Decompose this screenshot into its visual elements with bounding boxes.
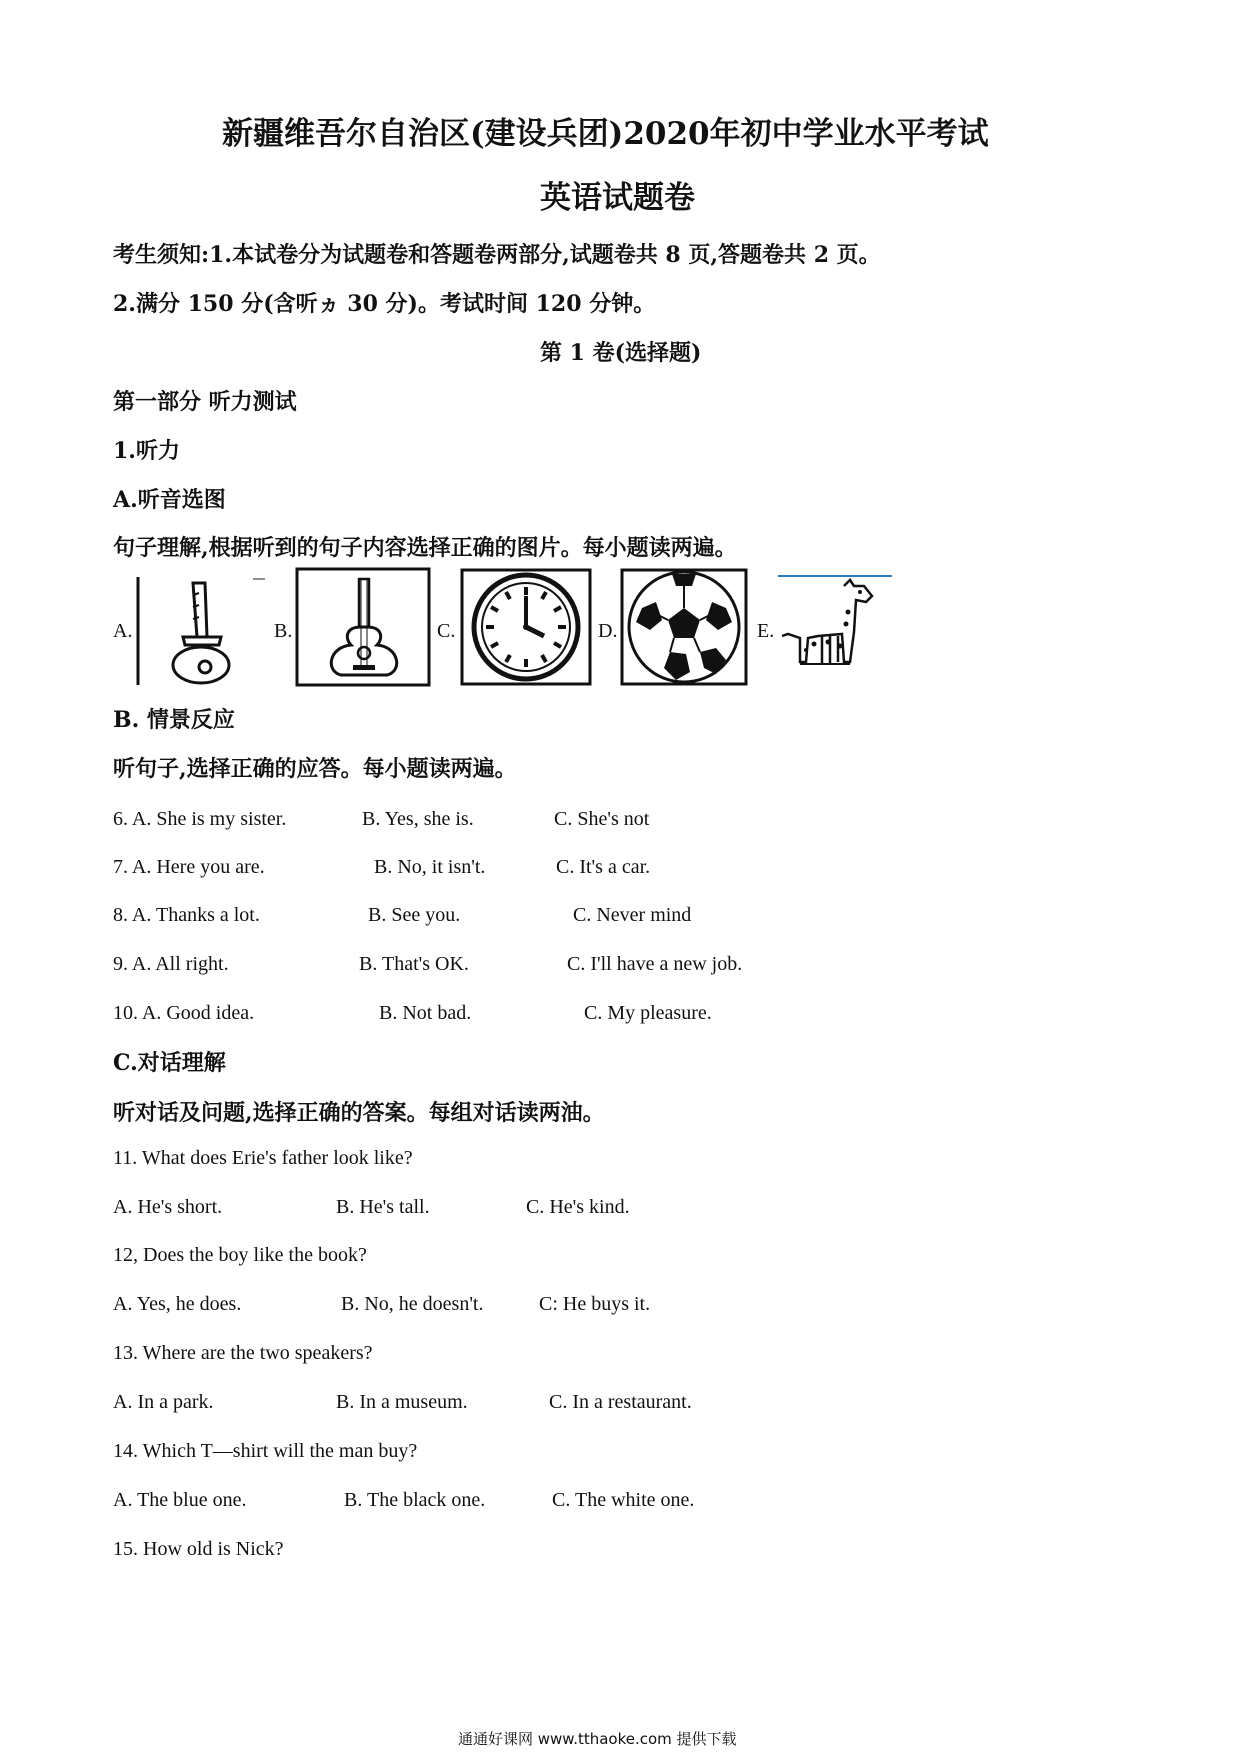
q12-option-c: C: He buys it.	[539, 1293, 651, 1315]
clock-icon	[460, 568, 592, 686]
q7-option-a: 7. A. Here you are.	[113, 856, 265, 878]
q11-option-c: C. He's kind.	[526, 1196, 630, 1218]
q13-question: 13. Where are the two speakers?	[113, 1342, 373, 1364]
q11-question: 11. What does Erie's father look like?	[113, 1147, 413, 1169]
q7-option-c: C. It's a car.	[556, 856, 651, 878]
q8-option-c: C. Never mind	[573, 904, 692, 926]
q8-option-b: B. See you.	[368, 904, 461, 926]
q13-option-a: A. In a park.	[113, 1391, 214, 1413]
listening-heading: 1.听力	[113, 438, 180, 464]
q10-option-a: 10. A. Good idea.	[113, 1002, 255, 1024]
q10-option-b: B. Not bad.	[379, 1002, 472, 1024]
q6-option-b: B. Yes, she is.	[362, 808, 474, 830]
q11-option-b: B. He's tall.	[336, 1196, 430, 1218]
q10-option-c: C. My pleasure.	[584, 1002, 712, 1024]
q6-option-a: 6. A. She is my sister.	[113, 808, 287, 830]
q12-option-b: B. No, he doesn't.	[341, 1293, 484, 1315]
q14-option-a: A. The blue one.	[113, 1489, 247, 1511]
page-footer: 通通好课网 www.tthaoke.com 提供下载	[458, 1730, 737, 1748]
q12-option-a: A. Yes, he does.	[113, 1293, 242, 1315]
picture-label-b: B.	[274, 620, 293, 642]
q9-option-a: 9. A. All right.	[113, 953, 229, 975]
picture-label-e: E.	[757, 620, 775, 642]
notice-line-1: 考生须知:1.本试卷分为试题卷和答题卷两部分,试题卷共 8 页,答题卷共 2 页。	[113, 242, 881, 268]
exam-title: 新疆维吾尔自治区(建设兵团)2020年初中学业水平考试	[222, 116, 989, 152]
section-c-heading: C.对话理解	[113, 1050, 226, 1076]
q9-option-b: B. That's OK.	[359, 953, 469, 975]
picture-label-d: D.	[598, 620, 618, 642]
exam-subtitle: 英语试题卷	[540, 180, 695, 216]
section-b-instruction: 听句子,选择正确的应答。每小题读两遍。	[113, 756, 517, 782]
q8-option-a: 8. A. Thanks a lot.	[113, 904, 260, 926]
q13-option-c: C. In a restaurant.	[549, 1391, 692, 1413]
volume-title: 第 1 卷(选择题)	[540, 340, 702, 366]
notice-line-2: 2.满分 150 分(含听ヵ 30 分)。考试时间 120 分钟。	[113, 291, 656, 317]
picture-label-c: C.	[437, 620, 456, 642]
section-a-instruction: 句子理解,根据听到的句子内容选择正确的图片。每小题读两遍。	[113, 535, 737, 561]
q13-option-b: B. In a museum.	[336, 1391, 468, 1413]
q14-option-c: C. The white one.	[552, 1489, 695, 1511]
q11-option-a: A. He's short.	[113, 1196, 223, 1218]
section-a-heading: A.听音选图	[113, 487, 226, 513]
q12-question: 12, Does the boy like the book?	[113, 1244, 367, 1266]
guitar-icon	[295, 567, 431, 687]
section-b-heading: B. 情景反应	[113, 707, 235, 733]
q14-option-b: B. The black one.	[344, 1489, 486, 1511]
q14-question: 14. Which T—shirt will the man buy?	[113, 1440, 418, 1462]
part1-heading: 第一部分 听力测试	[113, 389, 297, 415]
key-icon	[135, 575, 267, 687]
soccer-ball-icon	[620, 568, 748, 686]
q15-question: 15. How old is Nick?	[113, 1538, 284, 1560]
picture-label-a: A.	[113, 620, 133, 642]
q6-option-c: C. She's not	[554, 808, 650, 830]
section-c-instruction: 听对话及问题,选择正确的答案。每组对话读两油。	[113, 1100, 605, 1126]
q7-option-b: B. No, it isn't.	[374, 856, 486, 878]
q9-option-c: C. I'll have a new job.	[567, 953, 743, 975]
giraffe-icon	[778, 572, 894, 684]
